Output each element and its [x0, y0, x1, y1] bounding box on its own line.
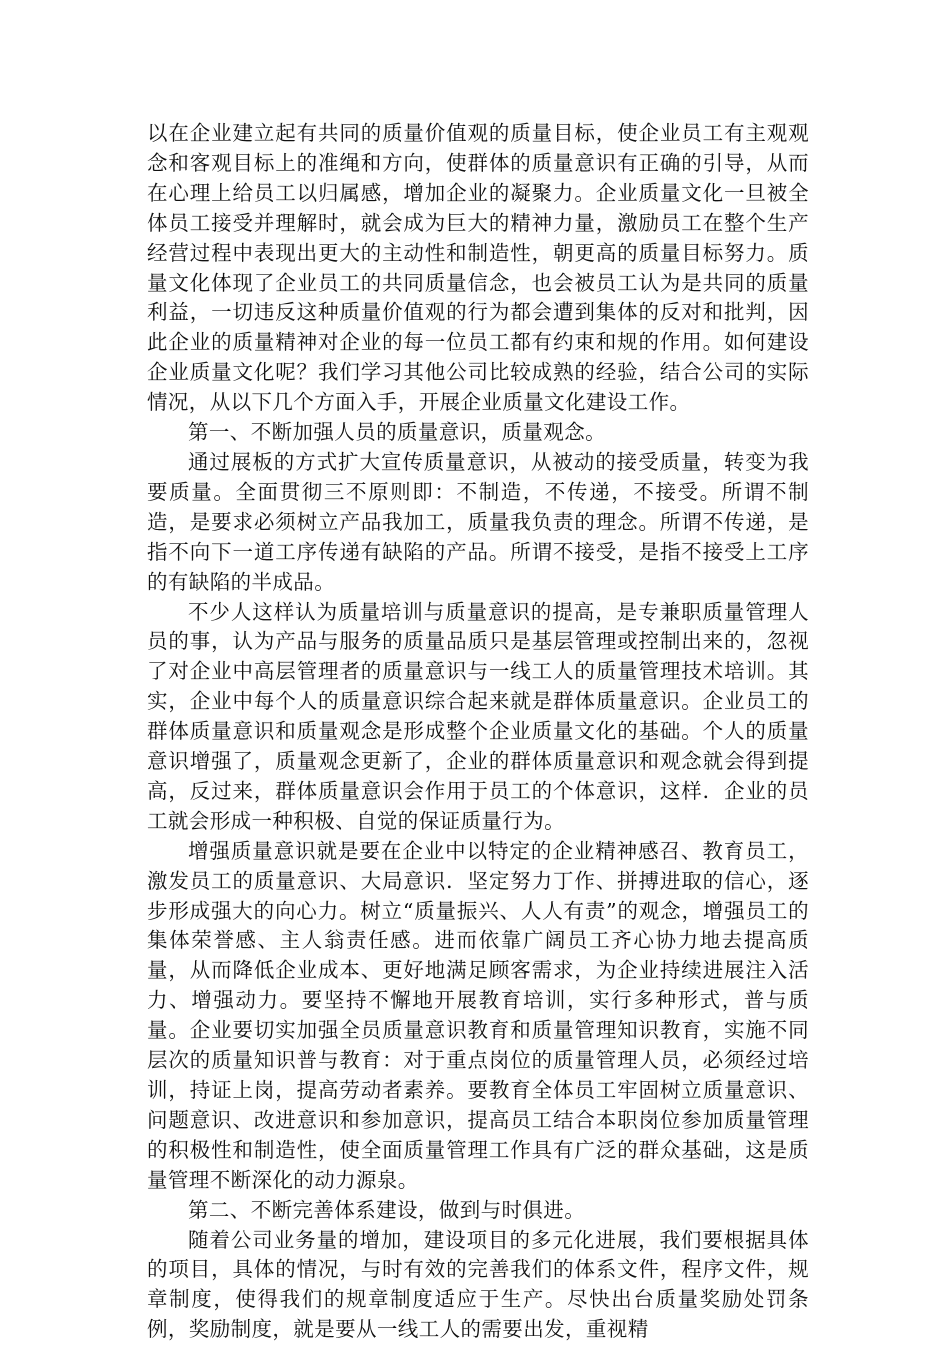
paragraph: 随着公司业务量的增加，建设项目的多元化进展，我们要根据具体的项目，具体的情况，与时有效的完善我们的体系文件，程序文件，规章制度，使得我们的规章制度适应于生产。尽快出台质量奖励处罚条例，奖励制度，就是要从一线工人的需要出发，重视精: [147, 1227, 809, 1342]
paragraph: 不少人这样认为质量培训与质量意识的提高，是专兼职质量管理人员的事，认为产品与服务的质量品质只是基层管理或控制出来的，忽视了对企业中高层管理者的质量意识与一线工人的质量管理技术培训。其实，企业中每个人的质量意识综合起来就是群体质量意识。企业员工的群体质量意识和质量观念是形成整个企业质量文化的基础。个人的质量意识增强了，质量观念更新了，企业的群体质量意识和观念就会得到提高，反过来，群体质量意识会作用于员工的个体意识，这样．企业的员工就会形成一种积极、自觉的保证质量行为。: [147, 599, 809, 833]
paragraph-continuation: 以在企业建立起有共同的质量价值观的质量目标，使企业员工有主观观念和客观目标上的准绳和方向，使群体的质量意识有正确的引导，从而在心理上给员工以归属感，增加企业的凝聚力。企业质量文化一旦被全体员工接受并理解时，就会成为巨大的精神力量，激励员工在整个生产经营过程中表现出更大的主动性和制造性，朝更高的质量目标努力。质量文化体现了企业员工的共同质量信念，也会被员工认为是共同的质量利益，一切违反这种质量价值观的行为都会遭到集体的反对和批判，因此企业的质量精神对企业的每一位员工都有约束和规的作用。如何建设企业质量文化呢？我们学习其他公司比较成熟的经验，结合公司的实际情况，从以下几个方面入手，开展企业质量文化建设工作。: [147, 121, 809, 415]
paragraph: 通过展板的方式扩大宣传质量意识，从被动的接受质量，转变为我要质量。全面贯彻三不原则即：不制造，不传递，不接受。所谓不制造，是要求必须树立产品我加工，质量我负责的理念。所谓不传递，是指不向下一道工序传递有缺陷的产品。所谓不接受，是指不接受上工序的有缺陷的半成品。: [147, 449, 809, 594]
section-heading-1: 第一、不断加强人员的质量意识，质量观念。: [188, 420, 606, 445]
document-body: [147, 119, 809, 1345]
section-heading-2: 第二、不断完善体系建设，做到与时俱进。: [188, 1197, 586, 1222]
paragraph: 增强质量意识就是要在企业中以特定的企业精神感召、教育员工，激发员工的质量意识、大局意识．坚定努力丁作、拼搏进取的信心，逐步形成强大的向心力。树立“质量振兴、人人有责”的观念，增强员工的集体荣誉感、主人翁责任感。进而依靠广阔员工齐心协力地去提高质量，从而降低企业成本、更好地满足顾客需求，为企业持续进展注入活力、增强动力。要坚持不懈地开展教育培训，实行多种形式，普与质量。企业要切实加强全员质量意识教育和质量管理知识教育，实施不同层次的质量知识普与教育：对于重点岗位的质量管理人员，必须经过培训，持证上岗，提高劳动者素养。要教育全体员工牢固树立质量意识、问题意识、改进意识和参加意识，提高员工结合本职岗位参加质量管理的积极性和制造性，使全面质量管理工作具有广泛的群众基础，这是质量管理不断深化的动力源泉。: [147, 838, 809, 1192]
